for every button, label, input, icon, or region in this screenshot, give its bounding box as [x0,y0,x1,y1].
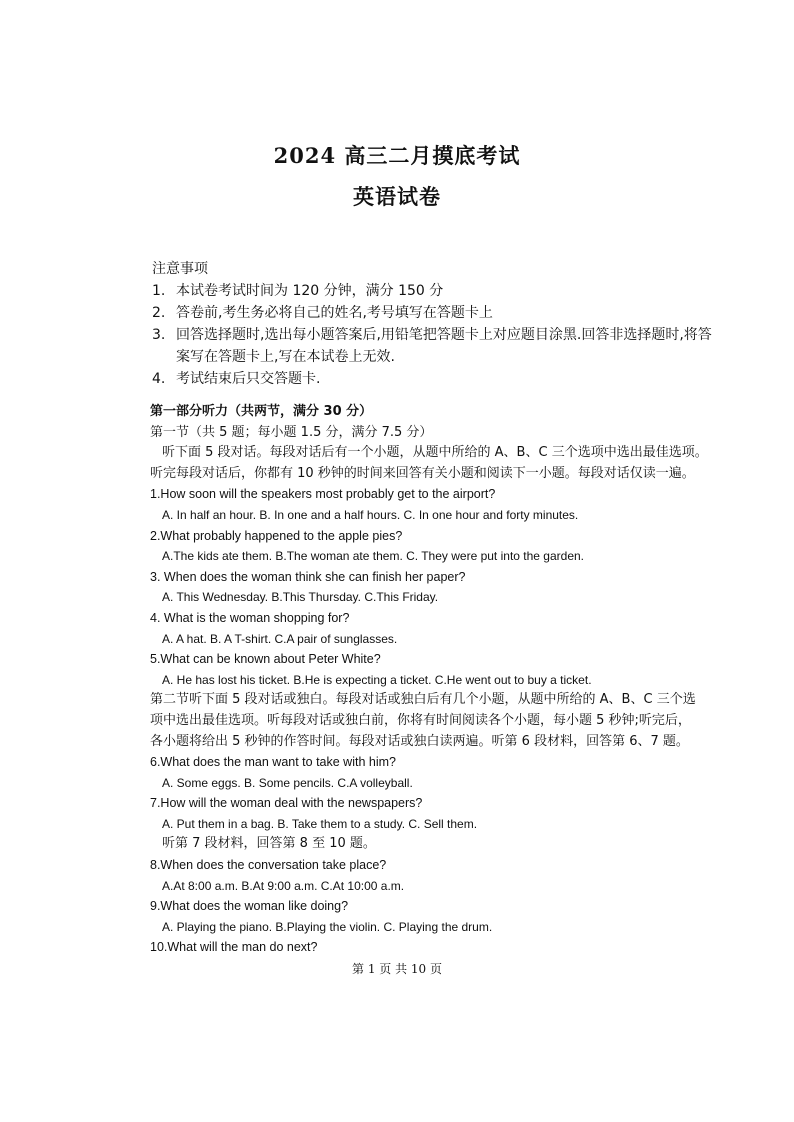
question-6: 6.What does the man want to take with him? [150,755,396,770]
notice-item [152,368,712,390]
question-8: 8.When does the conversation take place? [150,858,387,873]
question-7-options: A. Put them in a bag. B. Take them to a study. C. Sell them. [162,816,478,831]
question-4-options: A. A hat. B. A T-shirt. C.A pair of sunglasses. [162,631,398,646]
page-footer: 第 1 页 共 10 页 [352,962,442,976]
listening-part [150,402,710,958]
notice-item-number: 2. [152,305,166,321]
notice-item-text: 回答选择题时,选出每小题答案后,用铅笔把答题卡上对应题目涂黑.回答非选择题时,将答案写在答题卡上,写在本试卷上无效. [176,327,712,365]
notice-item-text: 考试结束后只交答题卡. [176,371,321,387]
question-3-options: A. This Wednesday. B.This Thursday. C.This Friday. [162,590,439,605]
question-5-options: A. He has lost his ticket. B.He is expecting a ticket. C.He went out to buy a ticket. [162,672,592,687]
question-4: 4. What is the woman shopping for? [150,610,350,625]
question-9-options: A. Playing the piano. B.Playing the violin. C. Playing the drum. [162,919,493,934]
notice-heading: 注意事项 [152,261,208,277]
question-7: 7.How will the woman deal with the newspapers? [150,796,423,811]
question-2: 2.What probably happened to the apple pies? [150,528,403,543]
exam-subtitle: 英语试卷 [353,184,441,209]
question-2-options: A.The kids ate them. B.The woman ate them. C. They were put into the garden. [162,549,584,564]
section2-instruction: 项中选出最佳选项。听每段对话或独白前，你将有时间阅读各个小题，每小题 5 秒钟;听完后， [150,712,691,728]
exam-title: 2024 高三二月摸底考试 [273,143,521,168]
notice-item [152,302,712,324]
question-6-options: A. Some eggs. B. Some pencils. C.A volleyball. [162,775,413,790]
notice-item-text: 答卷前,考生务必将自己的姓名,考号填写在答题卡上 [176,305,493,321]
section1-heading: 第一节（共 5 题；每小题 1.5 分，满分 7.5 分） [150,424,433,440]
question-5: 5.What can be known about Peter White? [150,652,381,667]
notice-section [152,258,712,390]
notice-item [152,324,712,368]
notice-item-number: 3. [152,327,166,343]
section1-instruction: 听下面 5 段对话。每段对话后有一个小题，从题中所给的 A、B、C 三个选项中选出最佳选项。 [162,445,708,461]
question-8-options: A.At 8:00 a.m. B.At 9:00 a.m. C.At 10:00 a.m. [162,878,405,893]
notice-item [152,280,712,302]
question-1-options: A. In half an hour. B. In one and a half hours. C. In one hour and forty minutes. [162,507,579,522]
notice-item-number: 1. [152,283,166,299]
notice-item-number: 4. [152,371,166,387]
section2-instruction: 各小题将给出 5 秒钟的作答时间。每段对话或独白读两遍。听第 6 段材料，回答第 6、7 题。 [150,733,689,749]
question-3: 3. When does the woman think she can finish her paper? [150,569,466,584]
section2-instruction: 第二节听下面 5 段对话或独白。每段对话或独白后有几个小题，从题中所给的 A、B、C 三个选 [150,692,696,708]
notice-item-text: 本试卷考试时间为 120 分钟，满分 150 分 [176,283,444,299]
question-9: 9.What does the woman like doing? [150,899,349,914]
section1-instruction: 听完每段对话后，你都有 10 秒钟的时间来回答有关小题和阅读下一小题。每段对话仅读一遍。 [150,465,695,481]
material-instruction: 听第 7 段材料，回答第 8 至 10 题。 [162,836,376,852]
question-10: 10.What will the man do next? [150,940,318,955]
part1-heading: 第一部分听力（共两节，满分 30 分） [150,404,373,419]
question-1: 1.How soon will the speakers most probably get to the airport? [150,487,496,502]
